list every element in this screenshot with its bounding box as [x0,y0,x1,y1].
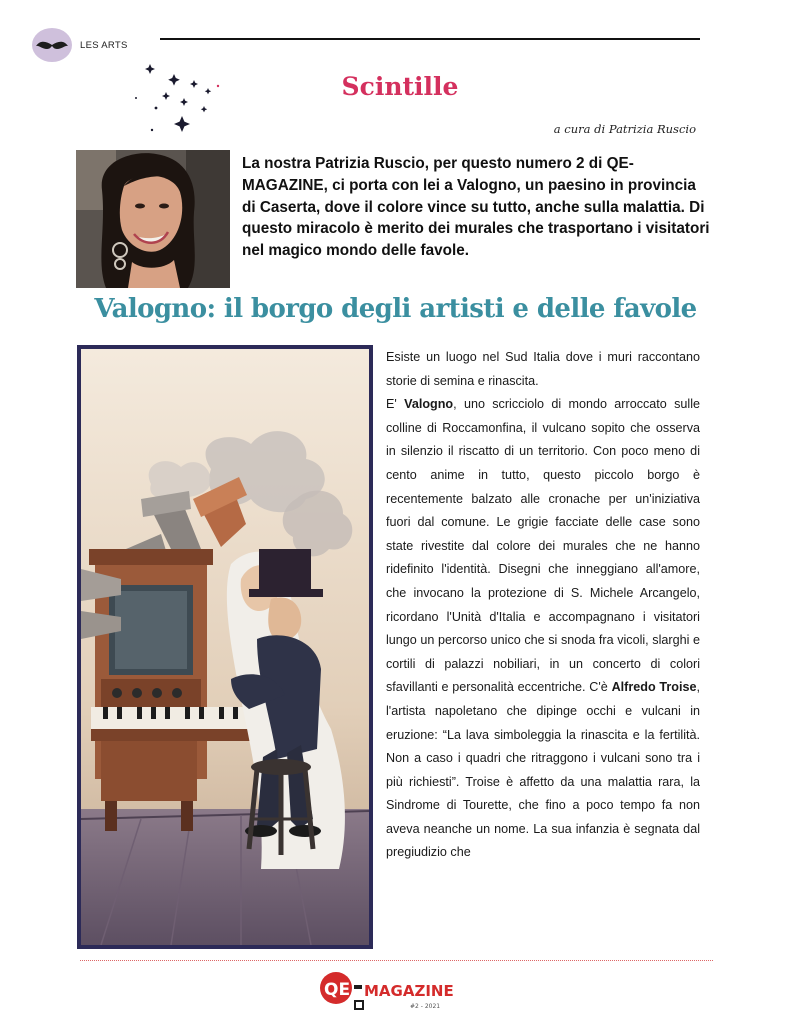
article-paragraph-1: Esiste un luogo nel Sud Italia dove i muri raccontano storie di semina e rinascita. [386,350,700,388]
place-name-bold: Valogno [404,397,454,412]
article-text: , uno scricciolo di mondo arroccato sulle colline di Roccamonfina, il vulcano sopito che osserva in silenzio il riscatto di un territorio. Con poco meno di cento anime in tutto, questo piccolo borgo è recentemente balzato alle cronache per un'iniziativa fuori dal comune. Le grigie facciate delle case sono state rivestite dal colore dei murales che ne hanno ridefinito l'identità. Disegni che inneggiano all'amore, che invocano la protezione di S. Michele Arcangelo, ricordano l'Unità d'Italia e accompagnano i visitatori lungo un percorso unico che si snoda fra vicoli, slarghi e cortili di palazzi nobiliari, in un concerto di colori sfavillanti e personalità eccentriche. C'è [386,397,701,695]
magazine-logo [318,966,468,1012]
artist-name-bold: Alfredo Troise [611,680,697,695]
article-body [386,346,700,865]
article-headline: Valogno: il borgo degli artisti e delle favole [94,294,697,324]
article-text: , l'artista napoletano che dipinge occhi e vulcani in eruzione: “La lava simboleggia la rinascita e la fertilità. Non a caso i quadri che ritraggono i vulcani sono tra i più richiesti”. Troise è affetto da una malattia rara, la Sindrome di Tourette, che fino a poco tempo fa non aveva neanche un nome. La sua infanzia è segnata dal pregiudizio che [386,680,700,860]
logo-qe-text: QE [324,980,351,1000]
mural-image [77,345,373,949]
section-badge [32,28,72,62]
sparkle-stars-icon [128,58,238,140]
byline: a cura di Patrizia Ruscio [553,122,696,136]
footer-divider [80,960,713,961]
author-photo [76,150,230,288]
header-rule [160,38,700,40]
logo-magazine-text: MAGAZINE [364,982,454,1000]
mustache-icon [32,28,72,62]
section-label: LES ARTS [80,40,128,51]
article-text: E' [386,397,397,412]
issue-number: #2 - 2021 [410,1003,441,1010]
page-title: Scintille [341,72,459,101]
intro-paragraph: La nostra Patrizia Ruscio, per questo numero 2 di QE-MAGAZINE, ci porta con lei a Valogno, un paesino in provincia di Caserta, dove il colore vince su tutto, anche sulla malattia. Di questo miracolo è merito dei murales che trasportano i visitatori nel magico mondo delle favole. [242,155,710,260]
article-paragraph-2 [386,393,700,865]
